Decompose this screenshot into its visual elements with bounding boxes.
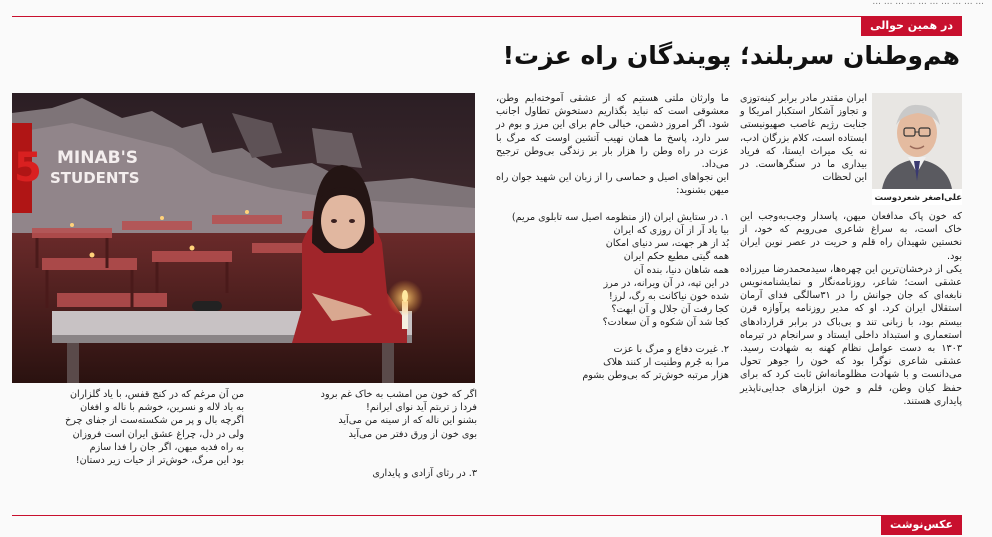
sign-text-1: MINAB'S [57, 148, 139, 168]
poem-line: بُد از هر جهت، سر دنیای امکان [605, 238, 729, 250]
poem-heading: ۱. در ستایش ایران (از منظومه اصیل سه تابلوی مریم) [511, 211, 729, 223]
poem-line: ولی در دل، چراغ عشق ایران است فروزان [72, 428, 244, 440]
poem-heading: ۲. غیرت دفاع و مرگ با عزت [613, 343, 729, 355]
poem-line: به راه فدیه میهن، اگر جان را فدا سازم [89, 441, 244, 453]
poem-line: مرا به جُرم وطنیت ار کنند هلاک [603, 357, 729, 369]
poem-line: بیا یاد آر از آن روزی که ایران [613, 225, 729, 237]
paragraph: که خون پاک مدافعان میهن، پاسدار وجب‌به‌وجب این خاک است، به سراغ شاعری می‌رویم که خود، از نخستین شهیدان راه قلم و حریت در عصر نوین ایران بود. [740, 211, 962, 262]
poem-line: کجا رفت آن جلال و آن ابهت؟ [611, 304, 729, 316]
sign-number: 5 [14, 145, 42, 191]
paragraph: این نجواهای اصیل و حماسی را از زبان این شهید جوان راه میهن بشنوید: [496, 172, 729, 197]
column-2 [496, 92, 729, 502]
article-photo [12, 93, 475, 383]
poem-line: بود این مرگ، خوش‌تر از حیات زیر دستان! [75, 455, 244, 467]
column-3 [255, 388, 477, 503]
poem-line: در این تپه، در آن ویرانه، در مرز [603, 277, 729, 289]
section-header-top [12, 16, 962, 36]
photo-illustration [12, 93, 475, 383]
poem-line: فردا ز تربتم آید نوای ایرانم! [366, 402, 477, 414]
column-1-bottom [740, 210, 962, 502]
poem-line: کجا شد آن شکوه و آن سعادت؟ [602, 317, 729, 329]
paragraph: ما وارثان ملتی هستیم که از عشقی آموخته‌ایم وطن، معشوقی است که نباید بگذاریم دستخوش تطاول اجانب شود. اگر امروز دشمن، خیالی خام برای این مرز و بوم در سر دارد، پاسخ ما همان نهیب آتشین اوست که مرگ با عزت در راه وطن را هزار بار بر زندگی بی‌وطن ترجیح می‌داد. [496, 93, 729, 171]
author-box [872, 93, 962, 205]
poem-line: بشنو این ناله که از سینه من می‌آید [338, 415, 477, 427]
poem-line: اگر که خون من امشب به خاک غم برود [320, 389, 477, 400]
section-tag: در همین حوالی [861, 17, 962, 36]
author-portrait [872, 93, 962, 189]
spacer [255, 454, 477, 467]
paragraph: یکی از درخشان‌ترین این چهره‌ها، سیدمحمدرضا میرزاده عشقی است؛ شاعر، روزنامه‌نگار و نمایشنامه‌نویس نابغه‌ای که جان جوانش را در ۳۱سالگی فدای آرمان استقلال ایران کرد. او که مدیر روزنامه پرآوازه قرن بیستم بود، با زبانی تند و بی‌باک در برابر قراردادهای استعماری و استبداد داخلی ایستاد و سرانجام در تیرماه ۱۳۰۳ به دست عوامل نظام کهنه به شهادت رسید. عشقی شاعری نوگرا بود که خون را جوهر تحول می‌دانست و با شهادت مظلومانه‌اش ثابت کرد که برای حفظ کیان وطن، قلم و خون ابزارهای جدایی‌ناپذیر پایداری هستند. [740, 263, 962, 407]
sign-text-2: STUDENTS [50, 169, 140, 187]
poem-line: هزار مرتبه خوش‌تر که بی‌وطن بشوم [582, 370, 729, 382]
column-4 [12, 388, 244, 503]
column-1-top [740, 92, 867, 210]
headline: هم‌وطنان سربلند؛ پویندگان راه عزت! [502, 41, 960, 70]
spacer [255, 441, 477, 454]
spacer [496, 198, 729, 211]
top-cut-line: ... ... ... ... ... ... ... ... ... ... [872, 0, 984, 7]
poem-line: به یاد لاله و نسرین، خوشم با ناله و افغان [80, 402, 244, 414]
section-tag: عکس‌نوشت [881, 516, 962, 535]
poem-line: همه شاهان دنیا، بنده آن [633, 264, 729, 276]
author-name: علی‌اصغر شعردوست [874, 193, 962, 203]
section-header-bottom [12, 515, 962, 535]
paragraph: ایران مقتدر مادر برابر کینه‌توزی و تجاوز آشکار استکبار امریکا و جنایت رژیم غاصب صهیونیستی ایستاده است، کلام بزرگان ادب، نه یک میراث ایستا، که فریاد بیداری ما در سنگرهاست. در این لحظات [740, 93, 867, 184]
poem-line: بوی خون از ورق دفتر من می‌آید [348, 428, 477, 440]
spacer [496, 330, 729, 343]
poem-line: همه گیتی مطیع حکم ایران [623, 251, 729, 263]
poem-line: شده خون نیاکانت به رگ، لرز! [608, 291, 729, 303]
top-cut-text [0, 0, 992, 12]
poem-line: من آن مرغم که در کنج قفس، با یاد گلزاران [70, 389, 244, 400]
poem-heading: ۳. در رثای آزادی و پایداری [372, 468, 477, 480]
poem-line: اگرچه بال و پر من شکسته‌ست از جفای چرخ [65, 415, 244, 427]
